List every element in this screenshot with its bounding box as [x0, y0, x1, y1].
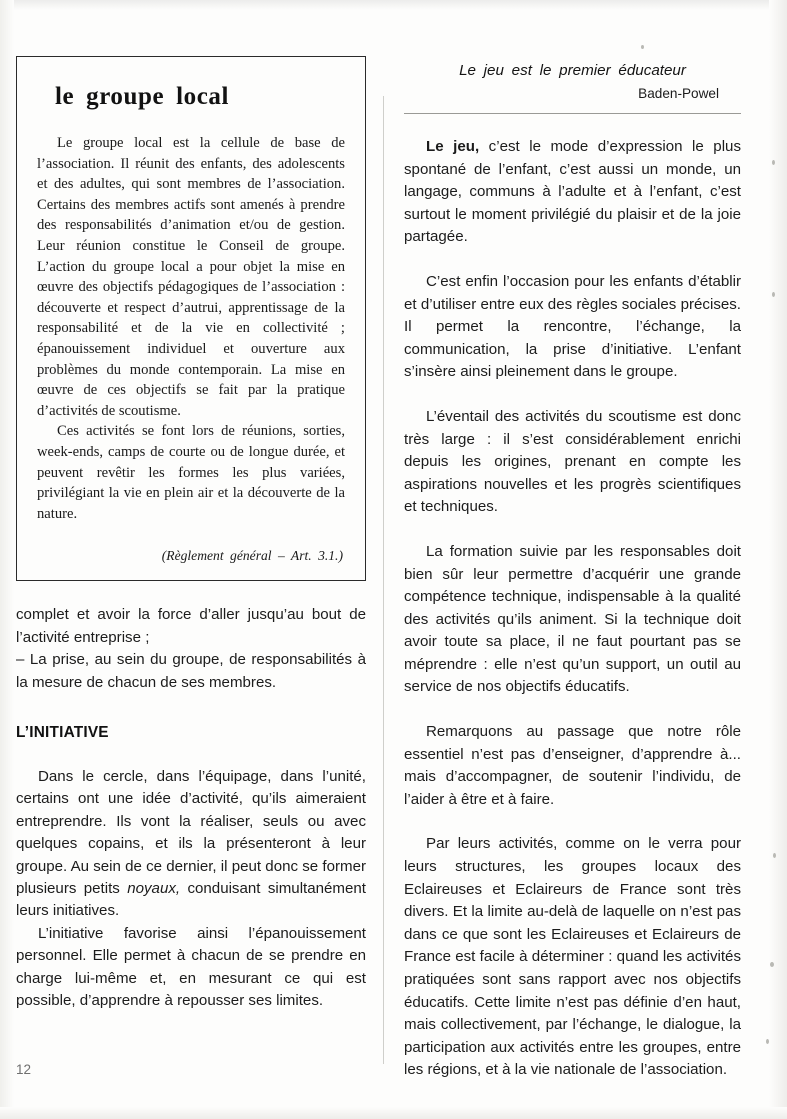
page-number: 12	[16, 1062, 32, 1077]
scan-speck	[766, 1039, 769, 1044]
left-continuation-text	[16, 604, 366, 694]
scan-speck	[770, 962, 774, 967]
scan-speck	[772, 160, 775, 165]
section-heading-initiative: L’INITIATIVE	[16, 723, 109, 741]
right-paragraph: C’est enfin l’occasion pour les enfants d’établir et d’utiliser entre eux des règles sociales précises. Il permet la rencontre, l’échange, la communication, la prise d’initiative. L’enfant s’insère ainsi pleinement dans le groupe.	[404, 272, 741, 381]
boxed-article-body	[37, 133, 345, 524]
left-column	[16, 56, 366, 1012]
initiative-paragraph-1-part-2: conduisant simultanément leurs initiatives.	[16, 879, 366, 920]
boxed-article-title: le groupe local	[55, 83, 230, 110]
right-paragraph: Par leurs activités, comme on le verra pour leurs structures, les groupes locaux des Eclaireuses et Eclaireurs de France sont très divers. Et la limite au-delà de laquelle on n’est pas dans ce que sont les Eclaireuses et Eclaireurs de France est facile à déterminer : quand les activités pratiquées sont sans rapport avec nos objectifs éducatifs. Cette limite n’est pas définie d’en haut, mais collectivement, par l’échange, le dialogue, la participation aux activités entre les groupes, entre les régions, et à la vie nationale de l’association.	[404, 835, 741, 1079]
epigraph-author: Baden-Powel	[638, 86, 719, 101]
scan-speck	[772, 292, 775, 297]
right-paragraph: Remarquons au passage que notre rôle essentiel n’est pas d’enseigner, d’apprendre à... mais d’accompagner, de soutenir l’individu, de l’aider à être et à faire.	[404, 723, 741, 808]
right-paragraph: L’éventail des activités du scoutisme est donc très large : il s’est considérablement enrichi depuis les origines, prenant en compte les aspirations nouvelles et les progrès scientifiques et techniques.	[404, 407, 741, 516]
initiative-paragraph-1	[16, 766, 366, 923]
epigraph-quote: Le jeu est le premier éducateur	[459, 62, 686, 79]
initiative-paragraph-1-part-1: Dans le cercle, dans l’équipage, dans l’unité, certains ont une idée d’activité, qu’ils aimeraient entreprendre. Ils vont la réaliser, seuls ou avec quelques copains, et ils la présenteront à leur groupe. Au sein de ce dernier, il peut donc se former plusieurs petits	[16, 767, 366, 897]
continuation-paragraph: complet et avoir la force d’aller jusqu’au bout de l’activité entreprise ;	[16, 606, 366, 646]
epigraph-horizontal-rule	[404, 113, 741, 114]
scan-speck	[773, 853, 776, 858]
scan-edge-shading-bottom	[0, 1107, 787, 1119]
boxed-article-paragraph: Ces activités se font lors de réunions, sorties, week-ends, camps de courte ou de longue durée, et peuvent revêtir les formes les plus variées, privilégiant la vie en plein air et la découverte de la nature.	[37, 423, 345, 522]
boxed-article-paragraph: Le groupe local est la cellule de base de l’association. Il réunit des enfants, des adolescents et des adultes, qui sont membres de l’association. Certains des membres actifs sont amenés à prendre des responsabilités d’animation et/ou de gestion. Leur réunion constitue le Conseil de groupe. L’action du groupe local a pour objet la mise en œuvre des objectifs pédagogiques de l’association : découverte et respect d’autrui, apprentissage de la responsabilité et de la vie en collectivité ; épanouissement individuel et ouverture aux problèmes du monde contemporain. La mise en œuvre de ces objectifs se fait par la pratique d’activités de scoutisme.	[37, 135, 345, 419]
scan-edge-shading-right	[769, 0, 787, 1119]
scan-speck	[641, 45, 644, 49]
initiative-body	[16, 766, 366, 1012]
column-divider-rule	[383, 96, 384, 1064]
epigraph-block	[404, 62, 741, 114]
initiative-paragraph-2: L’initiative favorise ainsi l’épanouissement personnel. Elle permet à chacun de se prendre en charge lui-même et, en mesurant ce qui est possible, d’apprendre à repousser ses limites.	[16, 924, 366, 1009]
initiative-paragraph-1-emphasis: noyaux,	[127, 879, 181, 897]
right-column-body	[404, 136, 741, 1082]
boxed-article-source-note: (Règlement général – Art. 3.1.)	[161, 548, 343, 564]
scan-edge-shading-top	[0, 0, 787, 10]
continuation-paragraph: – La prise, au sein du groupe, de responsabilités à la mesure de chacun de ses membres.	[16, 651, 366, 691]
right-paragraph-1	[404, 136, 741, 249]
initiative-section	[16, 724, 366, 1012]
boxed-article	[16, 56, 366, 581]
scan-edge-shading-left	[0, 0, 14, 1119]
right-paragraph-1-rest: c’est le mode d’expression le plus spontané de l’enfant, c’est aussi un monde, un langage, communs à l’adulte et à l’enfant, c’est surtout le moment privilégié du plaisir et de la joie partagée.	[404, 138, 741, 246]
right-paragraph: La formation suivie par les responsables doit bien sûr leur permettre d’acquérir une grande compétence technique, indispensable à la qualité des activités qu’ils animent. Si la technique doit avoir toute sa place, il ne faut pourtant pas se méprendre : elle n’est qu’un support, un outil au service de nos objectifs éducatifs.	[404, 542, 741, 696]
right-column	[404, 62, 741, 1082]
right-paragraph-1-lead: Le jeu,	[426, 138, 480, 155]
